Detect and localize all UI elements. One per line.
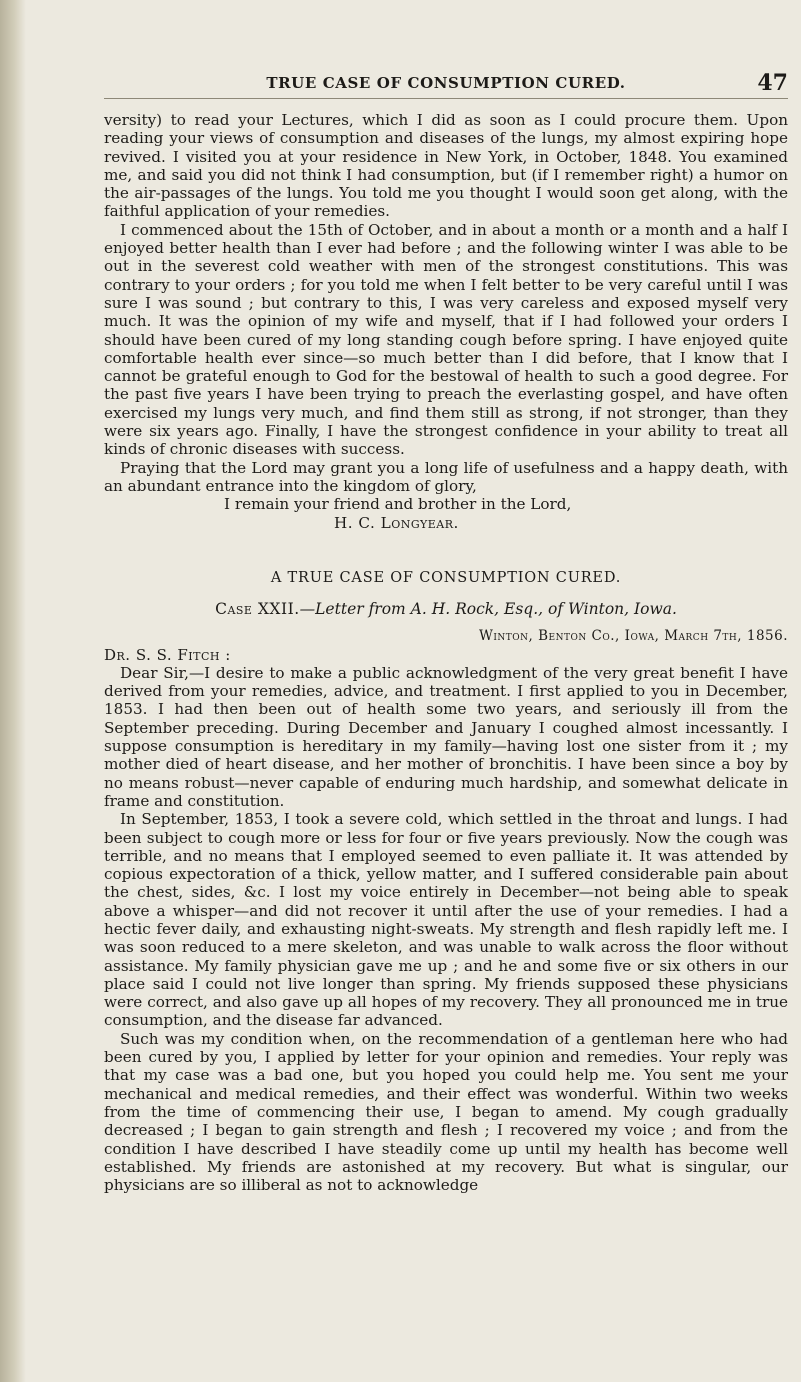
page-number: 47 xyxy=(757,70,788,96)
book-page xyxy=(104,72,788,1194)
letter1-closing xyxy=(104,459,788,532)
letter1-paragraph-2: I commenced about the 15th of October, and in about a month or a month and a half I enjoyed better health than I ever had before ; and the following winter I was able to be out in the severest cold weather with men of the strongest constitutions. This was contrary to your orders ; for you told me when I felt better to be very careful until I was sure I was sound ; but contrary to this, I was very careless and exposed myself very much. It was the opinion of my wife and myself, that if I had followed your orders I should have been cured of my long standing cough before spring. I have enjoyed quite comfortable health ever since—so much better than I did before, that I know that I cannot be grateful enough to God for the bestowal of health to such a good degree. For the past five years I have been trying to preach the everlasting gospel, and have often exercised my lungs very much, and find them still as strong, if not stronger, than they were six years ago. Finally, I have the strongest confidence in your ability to treat all kinds of chronic diseases with success. xyxy=(104,220,788,459)
salutation: Dr. S. S. Fitch : xyxy=(104,645,231,664)
running-head xyxy=(104,72,788,99)
letter2-paragraph-2: In September, 1853, I took a severe cold, which settled in the throat and lungs. I had been subject to cough more or less for four or five years previously. Now the cough was terrible, and no means that I employed seemed to even palliate it. It was attended by copious expectoration of a thick, yellow matter, and I suffered considerable pain about the chest, sides, &c. I lost my voice entirely in December—not being able to speak above a whisper—and did not recover it until after the use of your remedies. I had a hectic fever daily, and exhausting night-sweats. My strength and flesh rapidly left me. I was soon reduced to a mere skeleton, and was unable to walk across the floor without assistance. My family physician gave me up ; and he and some five or six others in our place said I could not live longer than spring. My friends supposed these physicians were correct, and also gave up all hopes of my recovery. They all pronounced me in true consumption, and the disease far advanced. xyxy=(104,810,788,1030)
section-heading: A TRUE CASE OF CONSUMPTION CURED. xyxy=(270,569,622,586)
case-letter-from: —Letter from A. H. Rock, Esq., of Winton, Iowa. xyxy=(299,599,677,618)
case-heading xyxy=(104,600,788,618)
signature: H. C. Longyear. xyxy=(334,513,459,532)
running-title: TRUE CASE OF CONSUMPTION CURED. xyxy=(266,74,626,92)
closing-prayer: Praying that the Lord may grant you a long life of usefulness and a happy death, with an abundant entrance into the kingdom of glory, xyxy=(104,458,788,495)
letter1-paragraph-1: versity) to read your Lectures, which I did as soon as I could procure them. Upon reading your views of consumption and diseases of the lungs, my almost expiring hope revived. I visited you at your residence in New York, in October, 1848. You examined me, and said you did not think I had consumption, but (if I remember right) a humor on the air-passages of the lungs. You told me you thought I would soon get along, with the faithful application of your remedies. xyxy=(104,111,788,221)
letter2-paragraph-1: Dear Sir,—I desire to make a public acknowledgment of the very great benefit I have derived from your remedies, advice, and treatment. I first applied to you in December, 1853. I had then been out of health some two years, and seriously ill from the September preceding. During December and January I coughed almost incessantly. I suppose consumption is hereditary in my family—having lost one sister from it ; my mother died of heart disease, and her mother of bronchitis. I have been since a boy by no means robust—never capable of enduring much hardship, and somewhat delicate in frame and constitution. xyxy=(104,663,788,810)
dateline: Winton, Benton Co., Iowa, March 7th, 1856. xyxy=(478,627,788,644)
case-label: Case XXII. xyxy=(215,599,300,618)
closing-remain: I remain your friend and brother in the Lord, xyxy=(224,495,572,514)
letter2-paragraph-3: Such was my condition when, on the recommendation of a gentleman here who had been cured by you, I applied by letter for your opinion and remedies. Your reply was that my case was a bad one, but you hoped you could help me. You sent me your mechanical and medical remedies, and their effect was wonderful. Within two weeks from the time of commencing their use, I began to amend. My cough gradually decreased ; I began to gain strength and flesh ; I recovered my voice ; and from the condition I have described I have steadily come up until my health has become well established. My friends are astonished at my recovery. But what is singular, our physicians are so illiberal as not to acknowledge xyxy=(104,1029,788,1195)
page-edge-shadow xyxy=(0,0,26,1382)
